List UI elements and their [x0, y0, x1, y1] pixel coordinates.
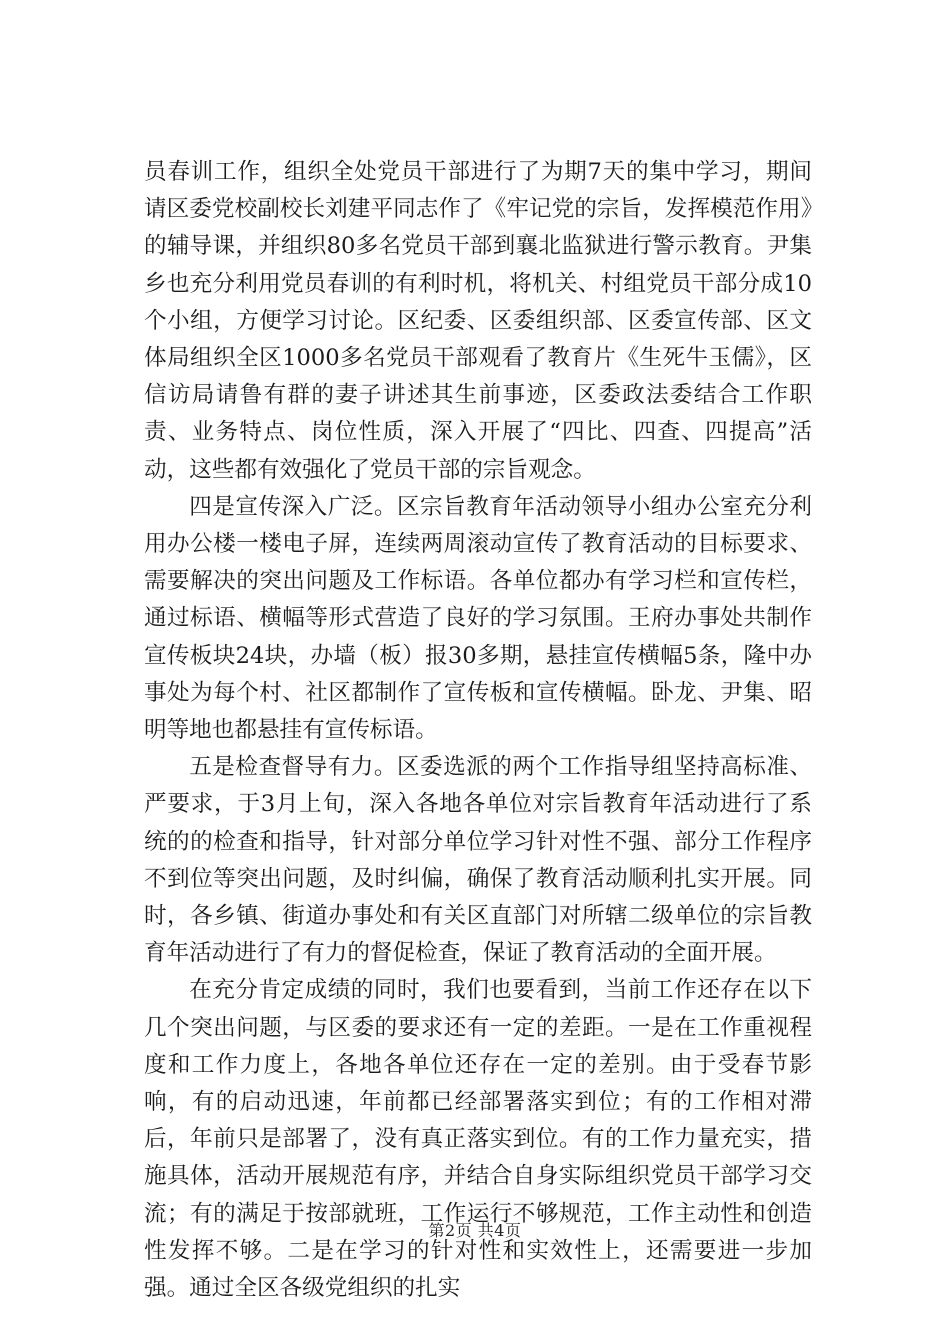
paragraph-3: 五是检查督导有力。区委选派的两个工作指导组坚持高标准、严要求，于3月上旬，深入各地各单位对宗旨教育年活动进行了系统的的检查和指导，针对部分单位学习针对性不强、部分工作程序不到位等突出问题，及时纠偏，确保了教育活动顺利扎实开展。同时，各乡镇、街道办事处和有关区直部门对所辖二级单位的宗旨教育年活动进行了有力的督促检查，保证了教育活动的全面开展。	[144, 754, 812, 967]
paragraph-1: 员春训工作，组织全处党员干部进行了为期7天的集中学习，期间请区委党校副校长刘建平同志作了《牢记党的宗旨，发挥模范作用》的辅导课，并组织80多名党员干部到襄北监狱进行警示教育。尹集乡也充分利用党员春训的有利时机，将机关、村组党员干部分成10个小组，方便学习讨论。区纪委、区委组织部、区委宣传部、区文体局组织全区1000多名党员干部观看了教育片《生死牛玉儒》，区信访局请鲁有群的妻子讲述其生前事迹，区委政法委结合工作职责、业务特点、岗位性质，深入开展了“四比、四查、四提高”活动，这些都有效强化了党员干部的宗旨观念。	[144, 159, 812, 483]
document-body	[144, 154, 812, 1307]
paragraph-2: 四是宣传深入广泛。区宗旨教育年活动领导小组办公室充分利用办公楼一楼电子屏，连续两周滚动宣传了教育活动的目标要求、需要解决的突出问题及工作标语。各单位都办有学习栏和宣传栏，通过标语、横幅等形式营造了良好的学习氛围。王府办事处共制作宣传板块24块，办墙（板）报30多期，悬挂宣传横幅5条，隆中办事处为每个村、社区都制作了宣传板和宣传横幅。卧龙、尹集、昭明等地也都悬挂有宣传标语。	[144, 493, 812, 744]
page-footer: 第2页 共4页	[428, 1221, 522, 1240]
paragraph-4: 在充分肯定成绩的同时，我们也要看到，当前工作还存在以下几个突出问题，与区委的要求还有一定的差距。一是在工作重视程度和工作力度上，各地各单位还存在一定的差别。由于受春节影响，有的启动迅速，年前都已经部署落实到位；有的工作相对滞后，年前只是部署了，没有真正落实到位。有的工作力量充实，措施具体，活动开展规范有序，并结合自身实际组织党员干部学习交流；有的满足于按部就班，工作运行不够规范，工作主动性和创造性发挥不够。二是在学习的针对性和实效性上，还需要进一步加强。通过全区各级党组织的扎实	[144, 977, 812, 1302]
